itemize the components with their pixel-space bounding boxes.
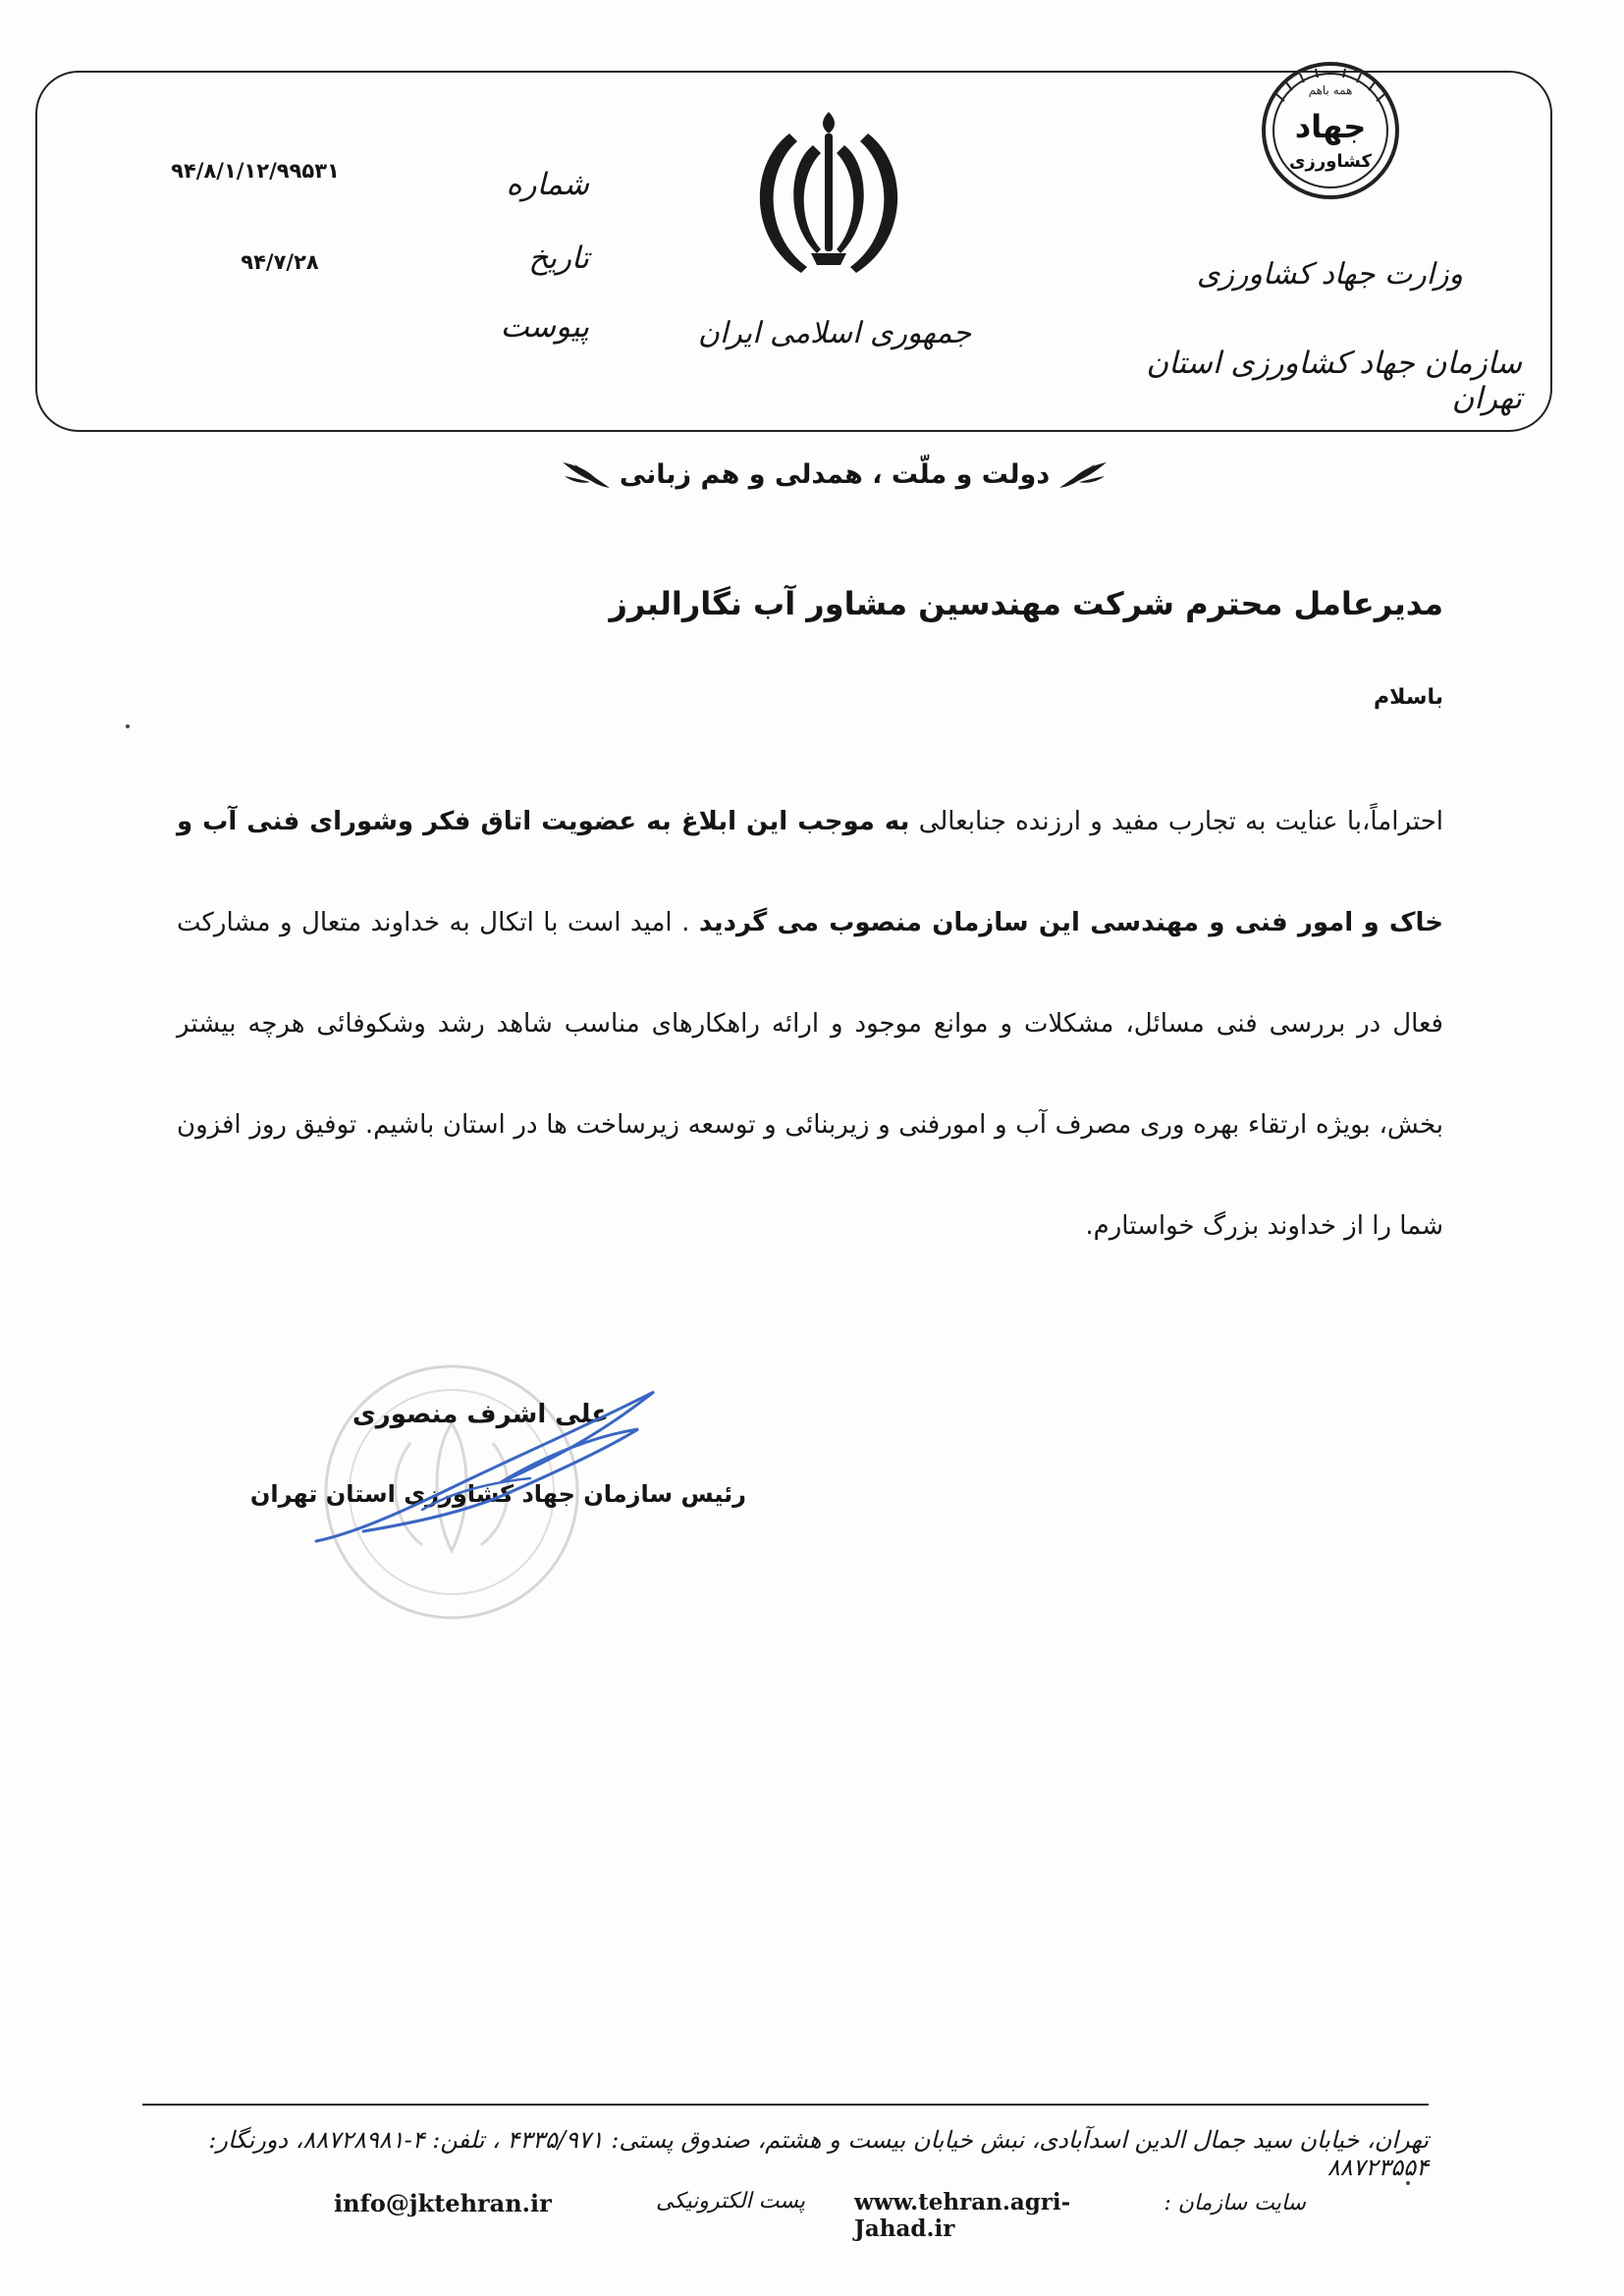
- email-link[interactable]: info@jktehran.ir: [334, 2189, 552, 2217]
- leaf-ornament-icon: [559, 456, 614, 492]
- handwritten-signature: [304, 1384, 697, 1561]
- footer-divider: [142, 2104, 1429, 2106]
- website-link[interactable]: www.tehran.agri-Jahad.ir: [854, 2189, 1071, 2242]
- signer-title: رئیس سازمان جهاد کشاورزی استان تهران: [249, 1480, 746, 1508]
- letter-body: [177, 772, 1443, 1277]
- body-appointment-bold: به موجب این ابلاغ به عضویت اتاق فکر وشورای فنی آب و خاک و امور فنی و مهندسی این سازمان منصوب می گردید: [177, 807, 1443, 937]
- footer-address: تهران، خیابان سید جمال الدین اسدآبادی، نبش خیابان بیست و هشتم، صندوق پستی: ۴۳۳۵/۹۷۱ ، تلفن: ۴-۸۸۷۲۸۹۸۱، دورنگار: ۸۸۷۲۳۵۵۴: [208, 2126, 1429, 2181]
- number-label: شماره: [506, 167, 589, 202]
- signer-name: علی اشرف منصوری: [352, 1400, 609, 1429]
- ministry-name: وزارت جهاد کشاورزی: [1196, 257, 1463, 292]
- logo-top-text: همه باهم: [1308, 83, 1353, 97]
- scan-speck: [126, 724, 130, 728]
- letter-number-value: ۹۴/۸/۱/۱۲/۹۹۵۳۱: [171, 159, 340, 183]
- body-intro: احتراماً،با عنایت به تجارب مفید و ارزنده جنابعالی: [909, 807, 1443, 836]
- scan-speck: [1406, 2181, 1410, 2185]
- slogan-text: دولت و ملّت ، همدلی و هم زبانی: [619, 458, 1051, 490]
- jahad-keshavarzi-logo-icon: [1257, 57, 1404, 204]
- logo-main-text: جهاد: [1294, 108, 1367, 145]
- slogan-banner: [550, 450, 1119, 499]
- letter-date-value: ۹۴/۷/۲۸: [241, 250, 319, 274]
- province-organization-name: سازمان جهاد کشاورزی استان تهران: [1146, 346, 1522, 416]
- greeting: باسلام: [1374, 685, 1443, 710]
- leaf-ornament-icon: [1056, 456, 1110, 492]
- email-label: پست الکترونیکی: [656, 2189, 805, 2214]
- body-closing: . امید است با اتکال به خداوند متعال و مشارکت فعال در بررسی فنی مسائل، مشکلات و موانع موجود و ارائه راهکارهای مناسب شاهد رشد وشکوفائی هرچه بیشتر بخش، بویژه ارتقاء بهره وری مصرف آب و امورفنی و زیربنائی و توسعه زیرساخت ها در استان باشیم. توفیق روز افزون شما را از خداوند بزرگ خواستارم.: [177, 908, 1443, 1241]
- website-label: سایت سازمان :: [1164, 2191, 1306, 2216]
- logo-bottom-text: کشاورزی: [1289, 151, 1372, 172]
- date-label: تاریخ: [528, 240, 589, 276]
- attachment-label: پیوست: [500, 309, 589, 345]
- republic-name: جمهوری اسلامی ایران: [697, 316, 972, 350]
- iran-emblem-icon: [738, 106, 919, 287]
- recipient-line: مدیرعامل محترم شرکت مهندسین مشاور آب نگارالبرز: [609, 585, 1443, 622]
